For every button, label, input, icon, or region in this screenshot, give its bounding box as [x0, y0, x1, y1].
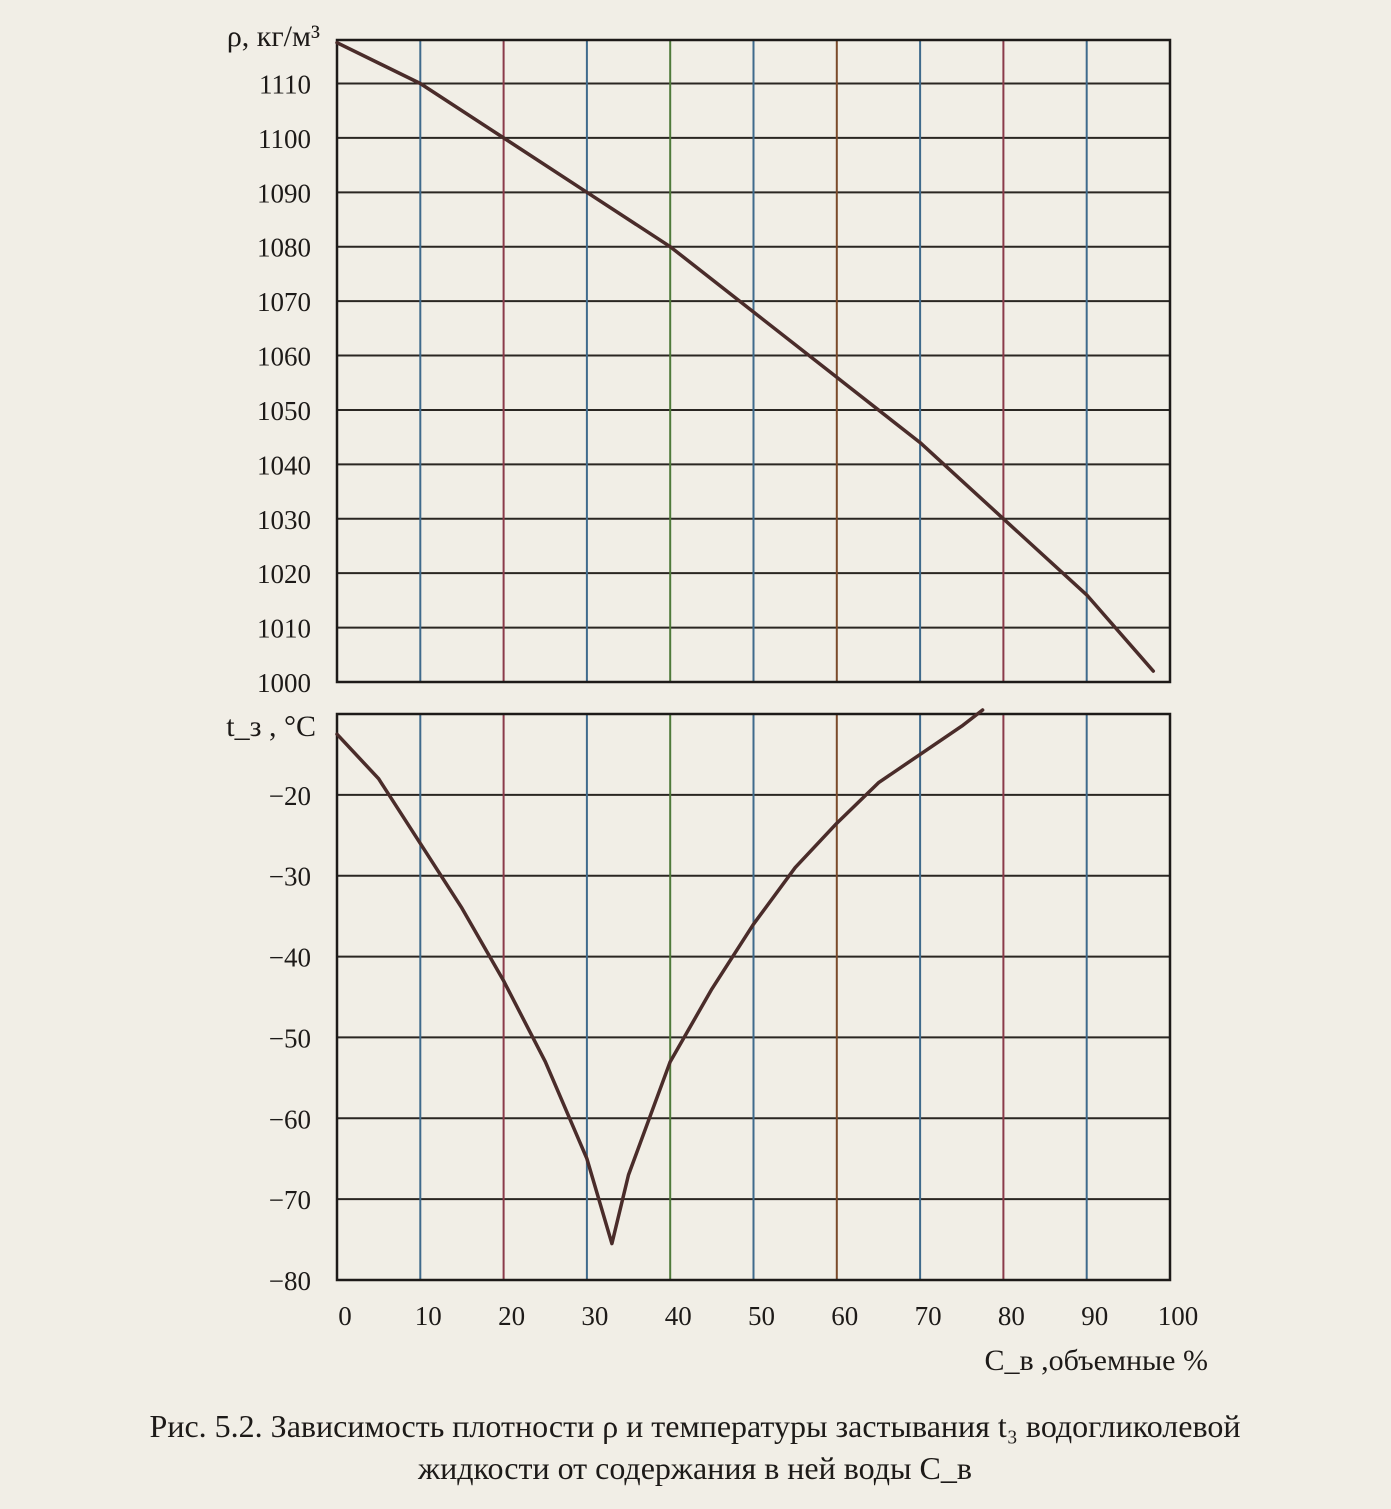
pour-point-y-tick-label: −50 — [268, 1023, 311, 1054]
density-y-tick-label: 1100 — [258, 123, 311, 154]
pour-point-y-tick-label: −70 — [268, 1185, 311, 1216]
pour-point-y-axis-label: t_з , °C — [226, 710, 316, 743]
density-y-axis-label: ρ, кг/м³ — [226, 20, 320, 53]
density-y-tick-label: 1050 — [257, 395, 311, 426]
x-tick-label: 0 — [338, 1301, 352, 1331]
density-y-tick-label: 1090 — [257, 178, 311, 209]
figure-caption — [40, 1405, 1350, 1489]
density-y-tick-label: 1070 — [257, 287, 311, 318]
density-y-tick-label: 1010 — [257, 613, 311, 644]
density-y-tick-label: 1020 — [257, 559, 311, 590]
x-tick-label: 100 — [1157, 1301, 1199, 1331]
density-chart — [257, 40, 1170, 698]
x-tick-label: 60 — [831, 1301, 859, 1331]
x-tick-label: 20 — [498, 1301, 526, 1331]
x-tick-label: 90 — [1081, 1301, 1109, 1331]
caption-line-2: жидкости от содержания в ней воды C_в — [418, 1450, 972, 1486]
x-tick-label: 30 — [581, 1301, 609, 1331]
pour-point-y-tick-label: −80 — [268, 1266, 311, 1296]
pour-point-curve — [337, 710, 983, 1244]
density-y-tick-label: 1040 — [257, 450, 311, 481]
x-tick-label: 40 — [664, 1301, 692, 1331]
density-y-tick-label: 1080 — [257, 232, 311, 263]
pour-point-y-tick-label: −60 — [268, 1104, 311, 1135]
density-y-tick-label: 1060 — [257, 341, 311, 372]
x-axis-label: C_в ,объемные % — [984, 1344, 1208, 1377]
caption-line-1: Рис. 5.2. Зависимость плотности ρ и температуры застывания t₃ водогликолевой — [149, 1408, 1241, 1444]
x-tick-label: 10 — [414, 1301, 442, 1331]
pour-point-y-tick-label: −40 — [268, 942, 311, 973]
pour-point-chart — [269, 710, 1198, 1331]
x-tick-label: 50 — [748, 1301, 775, 1331]
density-y-tick-label: 1030 — [257, 504, 311, 535]
x-tick-label: 70 — [914, 1301, 942, 1331]
pour-point-y-tick-label: −30 — [268, 861, 311, 892]
density-y-tick-label: 1000 — [257, 668, 311, 698]
pour-point-y-tick-label: −20 — [268, 780, 311, 811]
density-y-tick-label: 1110 — [259, 69, 311, 100]
x-tick-label: 80 — [997, 1301, 1025, 1331]
